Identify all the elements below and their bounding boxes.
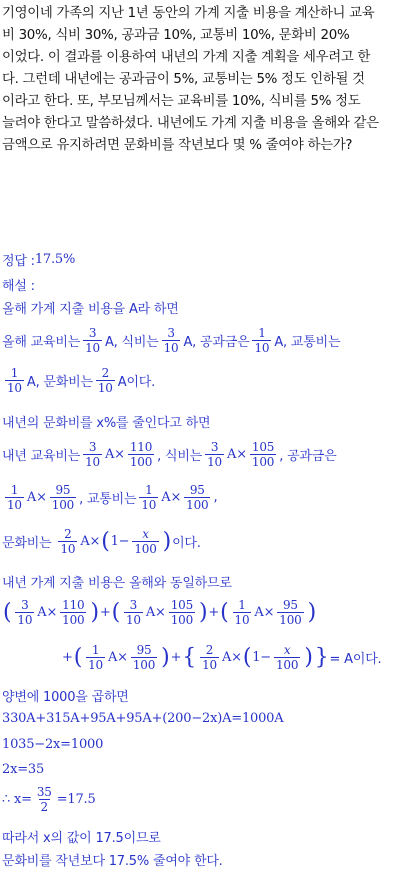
question-line: 비 30%, 식비 30%, 공과금 10%, 교통비 10%, 문화비 20% [2, 28, 350, 43]
question-line: 이었다. 이 결과를 이용하여 내년의 가계 지출 계획을 세우려고 한 [2, 50, 371, 65]
fraction: $\frac{105}{100}$ [170, 598, 194, 627]
question-line: 금액으로 유지하려면 문화비를 작년보다 몇 % 줄여야 하는가? [2, 138, 353, 153]
solution-line: 2x=35 [2, 762, 45, 777]
solution-line: $\frac{1}{10}$ A× $\frac{95}{100}$ , 교통비는 $\frac{1}{10}$ A× $\frac{95}{100}$ , [7, 483, 218, 512]
fraction: $\frac{3}{10}$ [17, 598, 33, 627]
text: 문화비는 [2, 536, 52, 551]
solution-line: 내년 가계 지출 비용은 올해와 동일하므로 [2, 576, 232, 591]
fraction: $\frac{1}{10}$ [88, 643, 103, 672]
solution-line: 내년 교육비는 $\frac{3}{10}$ A× $\frac{110}{100}$ , 식비는 $\frac{3}{10}$ A× $\frac{105}{100}$ , 공과금은 [2, 440, 337, 469]
solution-line: 양변에 1000을 곱하면 [2, 690, 129, 705]
solution-line [2, 326, 340, 355]
fraction: $\frac{3}{10}$ [125, 598, 141, 627]
fraction: $\frac{1}{10}$ [7, 483, 22, 512]
text: , 공과금은 [279, 449, 337, 464]
fraction: $\frac{2}{10}$ [97, 366, 113, 395]
text: , [213, 490, 218, 505]
solution-line: + ( $\frac{1}{10}$ A× $\frac{95}{100}$ ) + { $\frac{2}{10}$ A× ( 1− $\frac{x}{100}$ ) } = A이다. [62, 643, 382, 672]
fraction: $\frac{110}{100}$ [62, 598, 85, 627]
text: , 교통비는 [79, 492, 137, 507]
fraction: $\frac{1}{10}$ [254, 326, 270, 355]
solution-line: ∴ x= $\frac{35}{2}$ =17.5 [2, 785, 96, 814]
solution-line: 따라서 x의 값이 17.5이므로 [2, 831, 161, 846]
fraction: $\frac{x}{100}$ [276, 643, 299, 672]
solution-line: 문화비를 작년보다 17.5% 줄여야 한다. [2, 854, 223, 869]
fraction: $\frac{3}{10}$ [85, 326, 100, 355]
fraction: $\frac{3}{10}$ [85, 440, 100, 469]
fraction: $\frac{3}{10}$ [163, 326, 179, 355]
fraction: $\frac{1}{10}$ [234, 598, 250, 627]
solution-line: 330A+315A+95A+95A+(200−2x)A=1000A [2, 711, 284, 726]
question-line: 기영이네 가족의 지난 1년 동안의 가계 지출 비용을 계산하니 교육 [2, 6, 375, 21]
solution-line [2, 366, 155, 395]
fraction: $\frac{95}{100}$ [186, 483, 209, 512]
text: A, 식비는 [104, 335, 159, 350]
text: 올해 교육비는 [2, 335, 81, 350]
solution-line: ( $\frac{3}{10}$ A× $\frac{110}{100}$ ) + ( $\frac{3}{10}$ A× $\frac{105}{100}$ ) + ( $\frac{1}{10}$ A× $\frac{95}{100}$ ) [3, 598, 316, 627]
fraction: $\frac{35}{2}$ [36, 785, 52, 814]
fraction: $\frac{2}{10}$ [60, 527, 76, 556]
fraction: $\frac{x}{100}$ [134, 527, 157, 556]
question-line: 다. 그런데 내년에는 공과금이 5%, 교통비는 5% 정도 인하될 것 [2, 72, 365, 87]
fraction: $\frac{1}{10}$ [7, 366, 22, 395]
solution-line: 올해 가계 지출 비용을 A라 하면 [2, 302, 179, 317]
fraction: $\frac{95}{100}$ [51, 483, 75, 512]
text: = A이다. [329, 652, 382, 667]
question-line: 이라고 한다. 또, 부모님께서는 교육비를 10%, 식비를 5% 정도 [2, 94, 361, 109]
answer-line [2, 250, 75, 269]
fraction: $\frac{1}{10}$ [141, 483, 157, 512]
fraction: $\frac{2}{10}$ [202, 643, 217, 672]
solution-line: 1035−2x=1000 [2, 737, 104, 752]
text: , 식비는 [157, 449, 203, 464]
answer-value: 17.5% [34, 252, 76, 267]
fraction: $\frac{110}{100}$ [129, 440, 153, 469]
text: A, 교통비는 [274, 335, 341, 350]
text: 이다. [172, 536, 201, 551]
text: A, 공과금은 [183, 335, 250, 350]
answer-label: 정답 : [2, 254, 35, 269]
solution-line: 내년의 문화비를 x%를 줄인다고 하면 [2, 416, 211, 431]
text: A, 문화비는 [26, 375, 93, 390]
text: 내년 교육비는 [2, 449, 81, 464]
question-line: 늘려야 한다고 말씀하셨다. 내년에도 가계 지출 비용을 올해와 같은 [2, 116, 379, 131]
solution-label: 해설 : [2, 279, 35, 294]
fraction: $\frac{95}{100}$ [279, 598, 302, 627]
fraction: $\frac{3}{10}$ [207, 440, 222, 469]
text: A이다. [117, 375, 156, 390]
solution-line: 문화비는 $\frac{2}{10}$ A× ( 1− $\frac{x}{100}$ ) 이다. [2, 527, 201, 556]
fraction: $\frac{95}{100}$ [132, 643, 156, 672]
fraction: $\frac{105}{100}$ [251, 440, 275, 469]
